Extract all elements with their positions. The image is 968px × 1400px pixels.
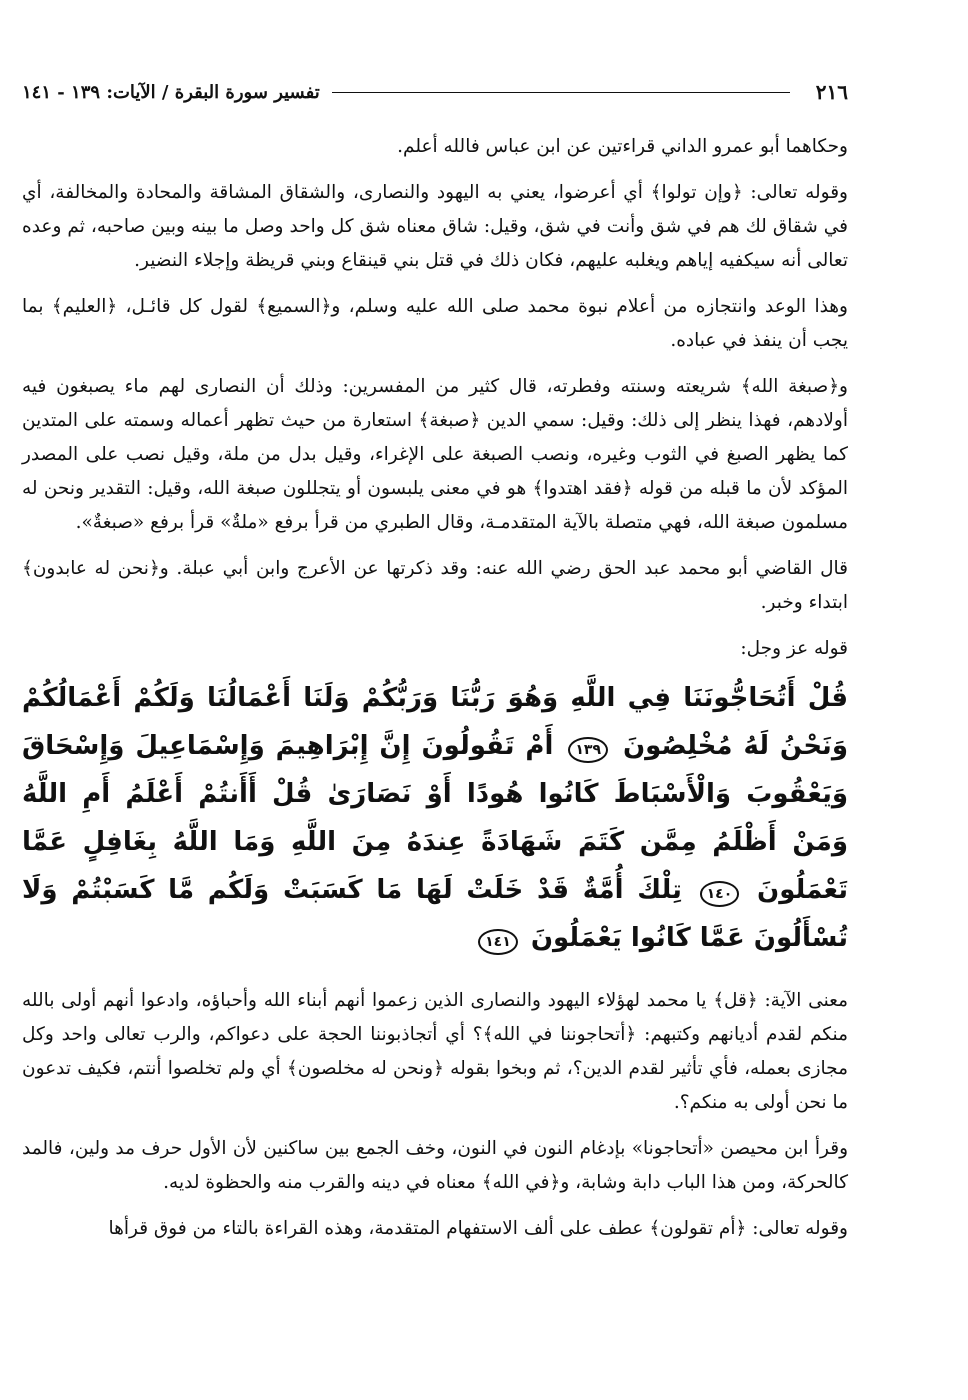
running-title: تفسير سورة البقرة / الآيات: ١٣٩ - ١٤١ [22, 81, 320, 103]
header-rule [332, 92, 790, 93]
verse-lead-in: قوله عز وجل: [740, 638, 848, 659]
paragraph: وقوله تعالى: ﴿أم تقولون﴾ عطف على ألف الاستفهام المتقدمة، وهذه القراءة بالتاء من فوق قرأها [108, 1218, 848, 1239]
paragraph: معنى الآية: ﴿قل﴾ يا محمد لهؤلاء اليهود والنصارى الذين زعموا أنهم أبناء الله وأحباؤه، وادعوا أنهم أولى بالله منكم لقدم أديانهم وكتبهم: ﴿أتحاجوننا في الله﴾؟ أي أتجاذبوننا الحجة على دعواكم، والرب تعالى واحد وكل مجازى بعمله، فأي تأثير لقدم الدين؟، ثم وبخوا بقوله ﴿ونحن له مخلصون﴾ أي ولم تخلصوا أنتم، فكيف تدعون ما نحن أولى به منكم؟. [22, 990, 848, 1113]
quran-verses [22, 674, 848, 962]
page-header [22, 80, 848, 104]
paragraph: و﴿صبغة الله﴾ شريعته وسنته وفطرته، قال كثير من المفسرين: وذلك أن النصارى لهم ماء يصبغون فيه أولادهم، فهذا ينظر إلى ذلك: وقيل: سمي الدين ﴿صبغة﴾ استعارة من حيث تظهر أعماله وسمته على المتدين كما يظهر الصبغ في الثوب وغيره، ونصب الصبغة على الإغراء، وقيل بدل من ملة، وقيل نصب على المصدر المؤكد لأن ما قبله من قوله ﴿فقد اهتدوا﴾ هو في معنى يلبسون أو يتجللون صبغة الله، وقيل: التقدير ونحن له مسلمون صبغة الله، فهي متصلة بالآية المتقدمـة، وقال الطبري من قرأ برفع «ملةٌ» قرأ برفع «صبغةٌ». [22, 376, 848, 533]
paragraph: قال القاضي أبو محمد عبد الحق رضي الله عنه: وقد ذكرتها عن الأعرج وابن أبي عبلة. و﴿نحن له عابدون﴾ ابتداء وخبر. [22, 558, 848, 613]
paragraph: وحكاهما أبو عمرو الداني قراءتين عن ابن عباس فالله أعلم. [397, 136, 848, 157]
quran-verse: أَمْ تَقُولُونَ إِنَّ إِبْرَاهِيمَ وَإِسْمَاعِيلَ وَإِسْحَاقَ وَيَعْقُوبَ وَالْأَسْبَاطَ كَانُوا هُودًا أَوْ نَصَارَىٰ قُلْ أَأَنتُمْ أَعْلَمُ أَمِ اللَّهُ وَمَنْ أَظْلَمُ مِمَّن كَتَمَ شَهَادَةً عِندَهُ مِنَ اللَّهِ وَمَا اللَّهُ بِغَافِلٍ عَمَّا تَعْمَلُونَ [22, 731, 848, 905]
quran-verse: تِلْكَ أُمَّةٌ قَدْ خَلَتْ لَهَا مَا كَسَبَتْ وَلَكُم مَّا كَسَبْتُمْ وَلَا تُسْأَلُونَ عَمَّا كَانُوا يَعْمَلُونَ [22, 875, 848, 953]
quran-verse: قُلْ أَتُحَاجُّونَنَا فِي اللَّهِ وَهُوَ رَبُّنَا وَرَبُّكُمْ وَلَنَا أَعْمَالُنَا وَلَكُمْ أَعْمَالُكُمْ وَنَحْنُ لَهُ مُخْلِصُونَ [22, 683, 848, 761]
ayah-number-marker: ١٣٩ [568, 737, 608, 763]
paragraph: وهذا الوعد وانتجازه من أعلام نبوة محمد صلى الله عليه وسلم، و﴿السميع﴾ لقول كل قائـل، ﴿العليم﴾ بما يجب أن ينفذ في عباده. [22, 296, 848, 351]
page-number: ٢١٦ [815, 80, 848, 104]
paragraph: وقوله تعالى: ﴿وإن تولوا﴾ أي أعرضوا، يعني به اليهود والنصارى، والشقاق المشاقة والمحادة والمخالفة، أي في شقاق لك هم في شق وأنت في شق، وقيل: شاق معناه شق كل واحد وصل ما بينه وبين صاحبه، ثم وعده تعالى أنه سيكفيه إياهم ويغلبه عليهم، فكان ذلك في قتل بني قينقاع وبني قريظة وإجلاء النضير. [22, 182, 848, 271]
paragraph: وقرأ ابن محيصن «أتحاجونا» بإدغام النون في النون، وخف الجمع بين ساكنين لأن الأول حرف مد ولين، فالمد كالحركة، ومن هذا الباب دابة وشابة، و﴿في الله﴾ معناه في دينه والقرب منه والحظوة لديه. [22, 1138, 848, 1193]
ayah-number-marker: ١٤١ [478, 929, 518, 955]
ayah-number-marker: ١٤٠ [700, 881, 740, 907]
